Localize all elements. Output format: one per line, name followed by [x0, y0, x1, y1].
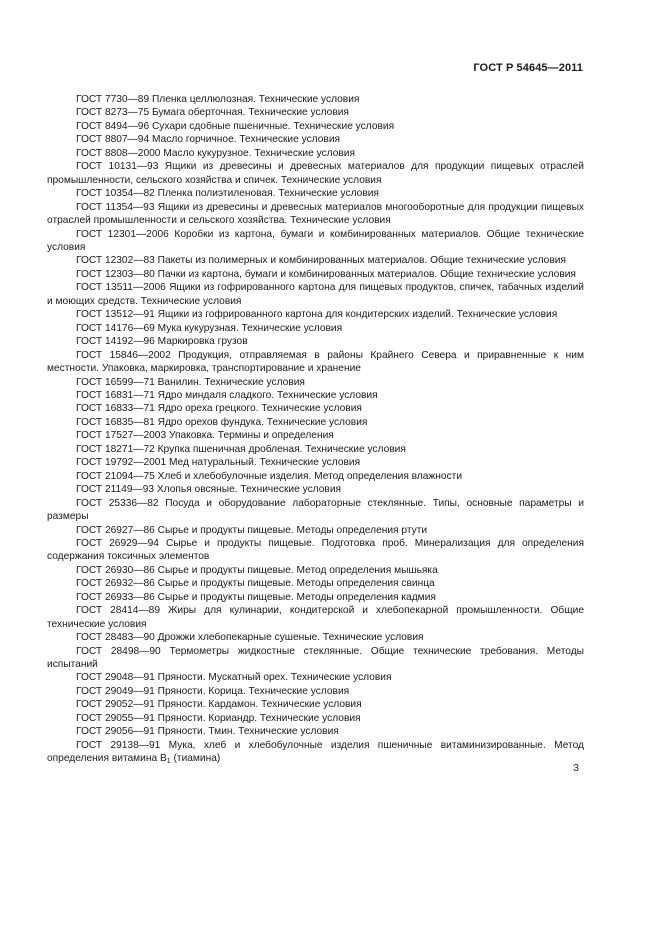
- reference-item: ГОСТ 18271—72 Крупка пшеничная дробленая. Технические условия: [76, 443, 406, 455]
- page-number: 3: [573, 762, 579, 774]
- reference-item: ГОСТ 26930—86 Сырье и продукты пищевые. Метод определения мышьяка: [76, 564, 438, 576]
- reference-item: ГОСТ 21149—93 Хлопья овсяные. Технические условия: [76, 484, 342, 496]
- reference-item: ГОСТ 10131—93 Ящики из древесины и древесных материалов для продукции пищевых отраслей промышленности, сельского хозяйства и спичек. Технические условия: [47, 161, 584, 186]
- reference-item: ГОСТ 13511—2006 Ящики из гофрированного картона для пищевых продуктов, спичек, табачных изделий и моющих средств. Технические условия: [47, 282, 584, 307]
- vitamin-subscript: 1: [166, 758, 171, 766]
- reference-item: ГОСТ 17527—2003 Упаковка. Термины и определения: [76, 430, 334, 442]
- reference-item: ГОСТ 8494—96 Сухари сдобные пшеничные. Технические условия: [76, 120, 395, 132]
- reference-item: ГОСТ 29055—91 Пряности. Кориандр. Технические условия: [76, 712, 361, 724]
- document-header: ГОСТ Р 54645—2011: [473, 62, 583, 74]
- reference-item: ГОСТ 29049—91 Пряности. Корица. Технические условия: [76, 685, 350, 697]
- reference-item: ГОСТ 26932—86 Сырье и продукты пищевые. Методы определения свинца: [76, 578, 435, 590]
- reference-item: ГОСТ 28483—90 Дрожжи хлебопекарные сушеные. Технические условия: [76, 632, 424, 644]
- reference-item: ГОСТ 10354—82 Пленка полиэтиленовая. Технические условия: [76, 188, 379, 200]
- reference-item: ГОСТ 12303—80 Пачки из картона, бумаги и комбинированных материалов. Общие технические условия: [76, 268, 576, 280]
- reference-item: ГОСТ 26933—86 Сырье и продукты пищевые. Методы определения кадмия: [76, 591, 436, 603]
- reference-item: ГОСТ 8807—94 Масло горчичное. Технические условия: [76, 134, 341, 146]
- normative-references-list: [47, 93, 584, 769]
- reference-item: ГОСТ 28498—90 Термометры жидкостные стеклянные. Общие технические требования. Методы испытаний: [47, 645, 584, 671]
- reference-item: ГОСТ 25336—82 Посуда и оборудование лабораторные стеклянные. Типы, основные параметры и размеры: [47, 497, 584, 523]
- reference-item: ГОСТ 8808—2000 Масло кукурузное. Технические условия: [76, 147, 355, 159]
- reference-item: ГОСТ 12301—2006 Коробки из картона, бумаги и комбинированных материалов. Общие технические условия: [47, 228, 584, 253]
- reference-item: ГОСТ 26927—86 Сырье и продукты пищевые. Методы определения ртути: [76, 524, 428, 536]
- reference-item: ГОСТ 16599—71 Ванилин. Технические условия: [76, 376, 305, 388]
- reference-item: ГОСТ 11354—93 Ящики из древесины и древесных материалов многооборотные для продукции пищевых отраслей промышленности и сельского хозяйства. Технические условия: [47, 201, 584, 227]
- reference-suffix: (тиамина): [170, 753, 221, 765]
- reference-item: ГОСТ 15846—2002 Продукция, отправляемая в районы Крайнего Севера и приравненные к ним местности. Упаковка, маркировка, транспортирование и хранение: [47, 349, 584, 375]
- reference-item: ГОСТ 21094—75 Хлеб и хлебобулочные изделия. Метод определения влажности: [76, 470, 463, 482]
- reference-item: ГОСТ 13512—91 Ящики из гофрированного картона для кондитерских изделий. Технические условия: [76, 309, 558, 321]
- reference-item: ГОСТ 16835—81 Ядро орехов фундука. Технические условия: [76, 416, 368, 428]
- reference-item: ГОСТ 29052—91 Пряности. Кардамон. Технические условия: [76, 699, 362, 711]
- reference-item: ГОСТ 26929—94 Сырье и продукты пищевые. Подготовка проб. Минерализация для определения содержания токсичных элементов: [47, 537, 584, 563]
- reference-item: ГОСТ 19792—2001 Мед натуральный. Технические условия: [76, 457, 361, 469]
- reference-item: ГОСТ 16833—71 Ядро ореха грецкого. Технические условия: [76, 403, 362, 415]
- reference-item: ГОСТ 14176—69 Мука кукурузная. Технические условия: [76, 322, 343, 334]
- reference-item: [47, 739, 584, 769]
- reference-text: ГОСТ 29138—91 Мука, хлеб и хлебобулочные изделия пшеничные витаминизированные. Метод определения витамина B: [47, 739, 584, 765]
- reference-item: ГОСТ 8273—75 Бумага оберточная. Технические условия: [76, 107, 349, 119]
- reference-item: ГОСТ 12302—83 Пакеты из полимерных и комбинированных материалов. Общие технические условия: [76, 255, 566, 267]
- reference-item: ГОСТ 29048—91 Пряности. Мускатный орех. Технические условия: [76, 672, 392, 684]
- reference-item: ГОСТ 29056—91 Пряности. Тмин. Технические условия: [76, 726, 339, 738]
- reference-item: ГОСТ 28414—89 Жиры для кулинарии, кондитерской и хлебопекарной промышленности. Общие технические условия: [47, 605, 584, 630]
- reference-item: ГОСТ 7730—89 Пленка целлюлозная. Технические условия: [76, 94, 360, 105]
- reference-item: ГОСТ 14192—96 Маркировка грузов: [76, 336, 248, 348]
- reference-item: ГОСТ 16831—71 Ядро миндаля сладкого. Технические условия: [76, 389, 378, 401]
